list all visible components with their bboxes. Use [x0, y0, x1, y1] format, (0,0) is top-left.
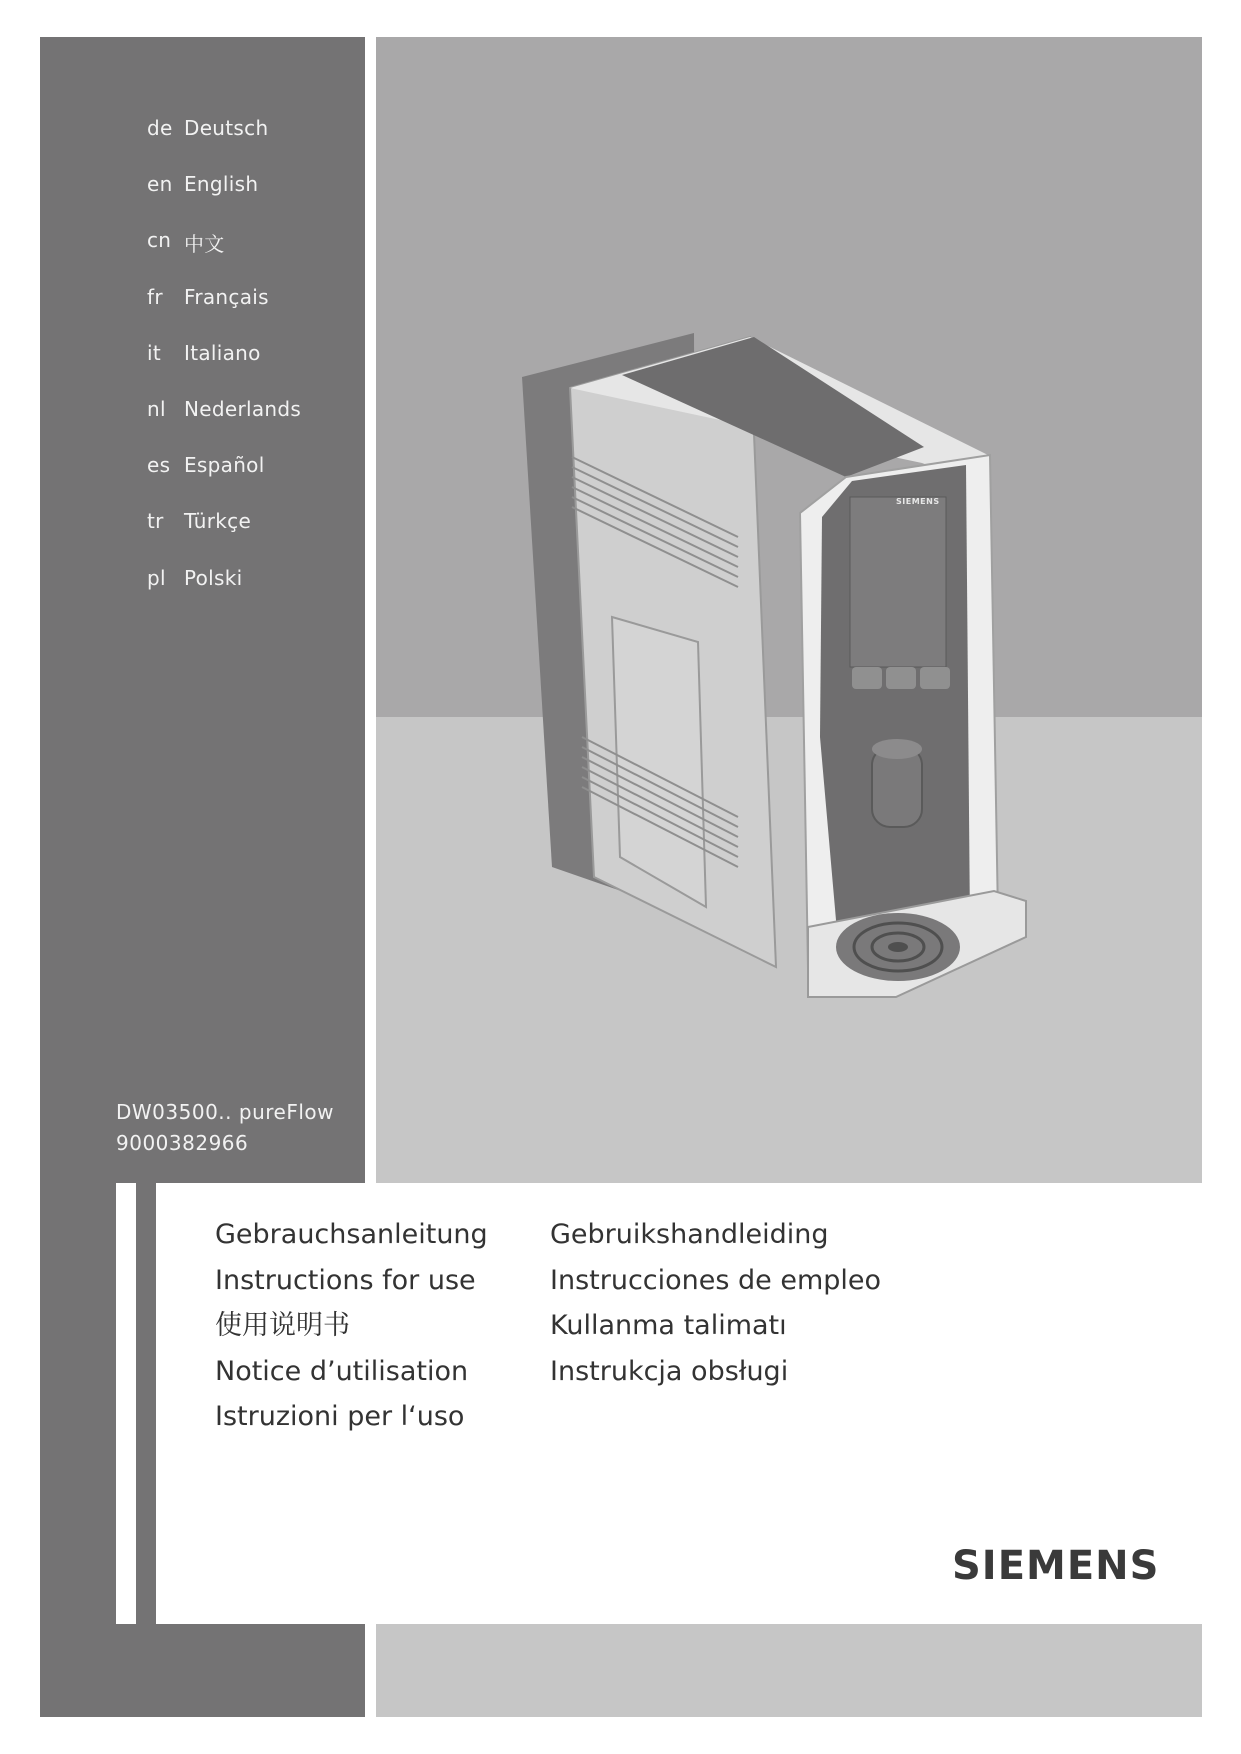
- language-code: fr: [147, 284, 163, 309]
- manual-title-pl: Instrukcja obsługi: [550, 1355, 789, 1387]
- language-code: tr: [147, 509, 164, 534]
- decorative-stripe: [136, 1183, 156, 1624]
- language-item-cn: [147, 228, 301, 284]
- language-name: Nederlands: [184, 396, 302, 421]
- siemens-logo: SIEMENS: [952, 1543, 1160, 1589]
- language-name: Deutsch: [184, 116, 269, 140]
- manual-title-cn: 使用说明书: [215, 1310, 350, 1341]
- language-code: es: [147, 453, 171, 478]
- language-name: 中文: [184, 232, 225, 257]
- water-dispenser-illustration: [376, 37, 1202, 1183]
- model-name: DW03500.. pureFlow: [116, 1100, 334, 1124]
- language-code: pl: [147, 565, 166, 590]
- bottom-bar: [376, 1624, 1202, 1717]
- language-item-tr: [147, 509, 301, 565]
- model-info: [116, 1097, 334, 1159]
- manual-title-fr: Notice d’utilisation: [215, 1355, 469, 1387]
- language-code: en: [147, 172, 173, 197]
- manual-titles-left: [215, 1212, 488, 1440]
- manual-title-nl: Gebruikshandleiding: [550, 1219, 829, 1250]
- manual-title-en: Instructions for use: [215, 1264, 476, 1296]
- language-item-pl: [147, 566, 301, 622]
- manual-titles-right: [550, 1212, 881, 1394]
- language-item-it: [147, 341, 301, 397]
- language-name: English: [184, 172, 259, 197]
- language-name: Français: [184, 284, 269, 309]
- language-name: Türkçe: [184, 509, 252, 534]
- language-item-fr: [147, 285, 301, 341]
- manual-title-it: Istruzioni per l‘uso: [215, 1401, 465, 1432]
- language-item-en: [147, 172, 301, 228]
- manual-title-tr: Kullanma talimatı: [550, 1310, 787, 1341]
- manual-title-es: Instrucciones de empleo: [550, 1264, 882, 1296]
- language-code: nl: [147, 396, 166, 421]
- language-list: [147, 116, 301, 622]
- language-code: cn: [147, 228, 172, 253]
- language-item-nl: [147, 397, 301, 453]
- language-item-de: [147, 116, 301, 172]
- language-item-es: [147, 453, 301, 509]
- language-code: de: [147, 116, 173, 140]
- language-name: Español: [184, 453, 265, 478]
- language-name: Polski: [184, 565, 243, 590]
- device-logo: SIEMENS: [896, 497, 940, 506]
- model-number: 9000382966: [116, 1131, 249, 1155]
- language-name: Italiano: [184, 340, 261, 365]
- manual-title-de: Gebrauchsanleitung: [215, 1219, 488, 1250]
- language-code: it: [147, 340, 161, 365]
- product-photo: [376, 37, 1202, 1183]
